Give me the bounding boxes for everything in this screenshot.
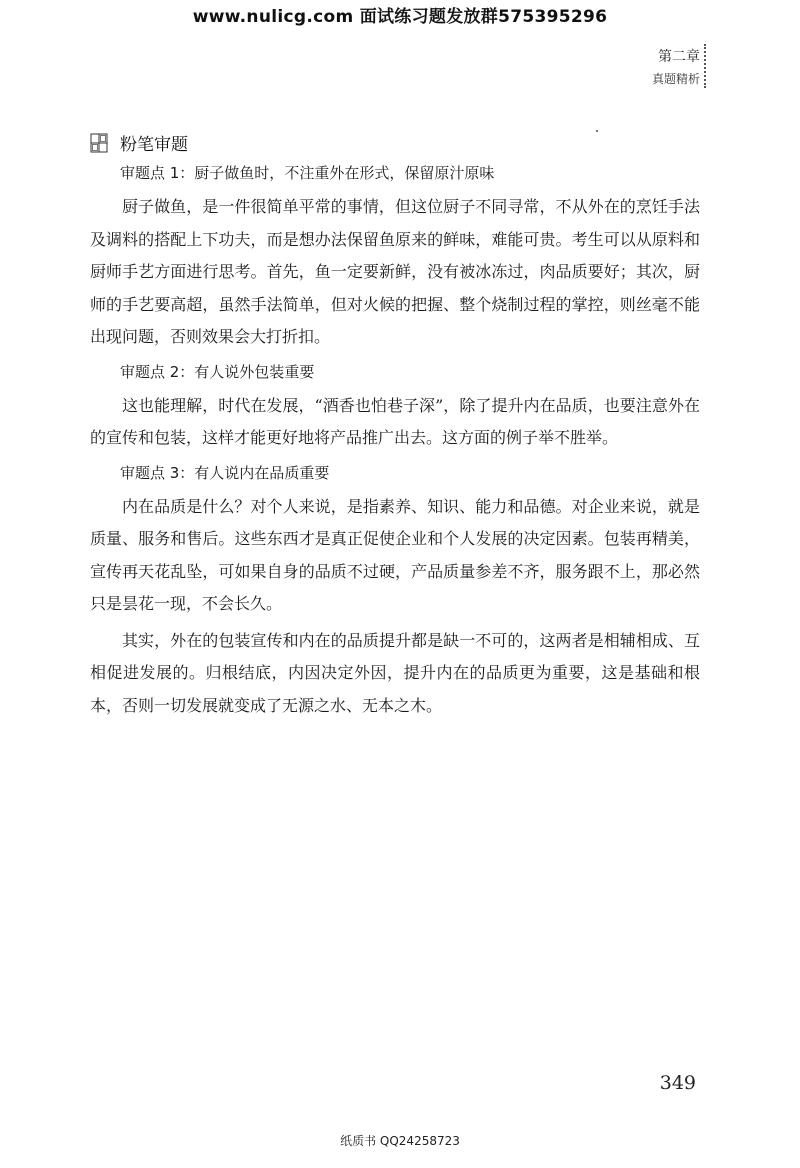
- section-title: 粉笔审题: [120, 135, 188, 155]
- body-content: [90, 155, 700, 722]
- chapter-label: 第二章: [658, 49, 700, 65]
- paragraph-1: 厨子做鱼，是一件很简单平常的事情，但这位厨子不同寻常，不从外在的烹饪手法及调料的搭配上下功夫，而是想办法保留鱼原来的鲜味，难能可贵。考生可以从原料和厨师手艺方面进行思考。首先，鱼一定要新鲜，没有被冰冻过，肉品质要好；其次，厨师的手艺要高超，虽然手法简单，但对火候的把握、整个烧制过程的掌控，则丝毫不能出现问题，否则效果会大打折扣。: [90, 197, 700, 346]
- review-point-2: 审题点 2：有人说外包装重要: [120, 362, 315, 381]
- paragraph-4: 其实，外在的包装宣传和内在的品质提升都是缺一不可的，这两者是相辅相成、互相促进发展的。归根结底，内因决定外因，提升内在的品质更为重要，这是基础和根本，否则一切发展就变成了无源之水、无本之木。: [90, 630, 700, 715]
- review-point-1: 审题点 1：厨子做鱼时，不注重外在形式，保留原汁原味: [120, 164, 495, 182]
- paragraph-2: 这也能理解，时代在发展，“酒香也怕巷子深”，除了提升内在品质，也要注意外在的宣传和包装，这样才能更好地将产品推广出去。这方面的例子举不胜举。: [90, 395, 700, 447]
- paragraph-3: 内在品质是什么？对个人来说，是指素养、知识、能力和品德。对企业来说，就是质量、服务和售后。这些东西才是真正促使企业和个人发展的决定因素。包装再精美，宣传再天花乱坠，可如果自身的品质不过硬，产品质量参差不齐，服务跟不上，那必然只是昙花一现，不会长久。: [90, 496, 700, 613]
- page-edge-mark: [704, 44, 708, 88]
- review-point-3: 审题点 3：有人说内在品质重要: [120, 463, 330, 482]
- section-running-head: 真题精析: [651, 72, 700, 86]
- footer-watermark: 纸质书 QQ24258723: [340, 1134, 460, 1148]
- header-banner: www.nulicg.com 面试练习题发放群575395296: [192, 7, 608, 27]
- scan-speck: [596, 130, 598, 132]
- section-heading: [90, 130, 188, 155]
- page-number: 349: [659, 1072, 696, 1094]
- chalk-grid-icon: [90, 133, 108, 153]
